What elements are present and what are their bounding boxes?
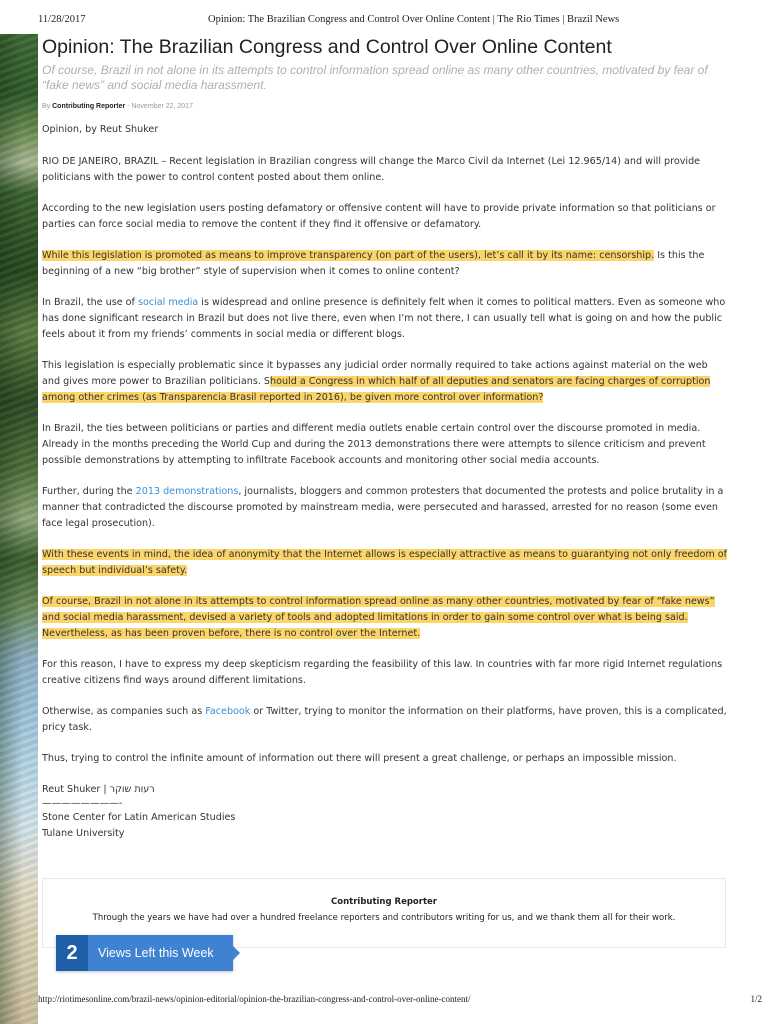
paragraph-anonymity: [42, 547, 728, 579]
paragraph-legislation: [42, 201, 728, 233]
paragraph-text: Is this the beginning of a new “big brother” style of supervision when it comes to online content?: [42, 250, 705, 277]
side-photo: [0, 34, 38, 1024]
paragraph-text: In Brazil, the use of: [42, 297, 138, 308]
byline-date: November 22, 2017: [131, 103, 193, 110]
byline-author-link[interactable]: Contributing Reporter: [52, 103, 126, 110]
highlighted-text: While this legislation is promoted as means to improve transparency (on part of the users), let’s call it by its name: censorship.: [42, 250, 655, 261]
print-header: [0, 14, 768, 30]
paragraph-other-countries: [42, 594, 728, 642]
paragraph-problematic: [42, 358, 728, 406]
paragraph-text: In Brazil, the ties between politicians or parties and different media outlets enable certain control over the discourse promoted in media. Already in the months preceding the World Cup and during the 2013 demonstrations there were attempts to silence criticism and prevent possible demonstrations by attempting to infiltrate Facebook accounts and monitoring other social media accounts.: [42, 423, 706, 466]
views-count: 2: [56, 935, 88, 971]
paragraph-text: Otherwise, as companies such as: [42, 706, 206, 717]
views-left-widget[interactable]: [56, 935, 233, 971]
paragraph-text: or Twitter, trying to monitor the information on their platforms, have proven, this is a complicated, pricy task.: [42, 706, 727, 733]
signature-org: Stone Center for Latin American Studies: [42, 812, 236, 823]
paragraph-intro: [42, 154, 728, 186]
article-title: Opinion: The Brazilian Congress and Control Over Online Content: [42, 36, 612, 58]
paragraph-text: This legislation is especially problematic since it bypasses any judicial order normally required to take actions against material on the web and gives more power to Brazilian politicians. S: [42, 360, 708, 387]
author-box-name[interactable]: Contributing Reporter: [331, 897, 437, 907]
print-date: 11/28/2017: [38, 14, 86, 25]
paragraph-text: , journalists, bloggers and common protesters that documented the protests and police brutality in a manner that contradicted the discourse promoted by mainstream media, were persecuted and harassed, arrested for no reason (some even face legal prosecution).: [42, 486, 724, 529]
link-2013-demonstrations[interactable]: 2013 demonstrations: [135, 486, 239, 497]
paragraph-text: RIO DE JANEIRO, BRAZIL – Recent legislation in Brazilian congress will change the Marco Civil da Internet (Lei 12.965/14) and will provide politicians with the power to control content posted about them online.: [42, 156, 701, 183]
views-label: Views Left this Week: [98, 946, 214, 960]
article-subtitle: Of course, Brazil in not alone in its attempts to control information spread online as many other countries, motivated by fear of “fake news” and social media harassment.: [42, 63, 708, 92]
print-page-number: 1/2: [750, 994, 762, 1004]
paragraph-conclusion: [42, 751, 728, 767]
byline-separator: -: [127, 103, 130, 110]
paragraph-text: For this reason, I have to express my deep skepticism regarding the feasibility of this law. In countries with far more rigid Internet regulations creative citizens find ways around different limitations.: [42, 659, 723, 686]
article-body: [42, 122, 728, 842]
paragraph-text: Further, during the: [42, 486, 136, 497]
paragraph-author-line: Opinion, by Reut Shuker: [42, 124, 159, 135]
byline-by: By: [42, 103, 51, 110]
highlighted-text: Of course, Brazil in not alone in its attempts to control information spread online as many other countries, motivated by fear of “fake news” and social media harassment, devised a variety of tools and adopted limitations in order to gain some control over what is being said. Nevertheless, as has been proven before, there is no control over the Internet.: [42, 596, 715, 639]
paragraph-text: According to the new legislation users posting defamatory or offensive content will have to provide private information so that politicians or parties can force social media to remove the content if they find it offensive or defamatory.: [42, 203, 716, 230]
link-facebook[interactable]: Facebook: [205, 706, 251, 717]
author-box-bio: Through the years we have had over a hundred freelance reporters and contributors writing for us, and we thank them all for their work.: [92, 913, 676, 923]
signature-rule: ————————-: [42, 798, 123, 809]
highlighted-text: With these events in mind, the idea of anonymity that the Internet allows is especially attractive as means to guarantying not only freedom of speech but individual’s safety.: [42, 549, 727, 576]
link-social-media[interactable]: social media: [137, 297, 199, 308]
highlighted-text: hould a Congress in which half of all deputies and senators are facing charges of corruption among other crimes (as Transparencia Brasil reported in 2016), be given more control over information?: [42, 376, 711, 403]
paragraph-companies: [42, 704, 728, 736]
paragraph-skepticism: [42, 657, 728, 689]
print-document-title: Opinion: The Brazilian Congress and Control Over Online Content | The Rio Times | Brazil News: [208, 14, 620, 25]
paragraph-demonstrations: [42, 484, 728, 532]
arrow-tip-icon: [233, 946, 240, 960]
paragraph-text: Thus, trying to control the infinite amount of information out there will present a great challenge, or perhaps an impossible mission.: [42, 753, 677, 764]
signature-university: Tulane University: [42, 828, 125, 839]
paragraph-text: is widespread and online presence is definitely felt when it comes to political matters. Even as someone who has done significant research in Brazil but does not live there, even when I’m not there, I can usually tell what is going on and how the public feels about it from my friends’ comments in social media or different blogs.: [42, 297, 726, 340]
paragraph-media-ties: [42, 421, 728, 469]
signature-name: Reut Shuker | רעות שוקר: [42, 784, 155, 795]
print-url: http://riotimesonline.com/brazil-news/opinion-editorial/opinion-the-brazilian-congress-and-control-over-online-content/: [38, 994, 471, 1004]
paragraph-social-media: [42, 295, 728, 343]
byline: [42, 103, 193, 110]
paragraph-censorship: [42, 248, 728, 280]
